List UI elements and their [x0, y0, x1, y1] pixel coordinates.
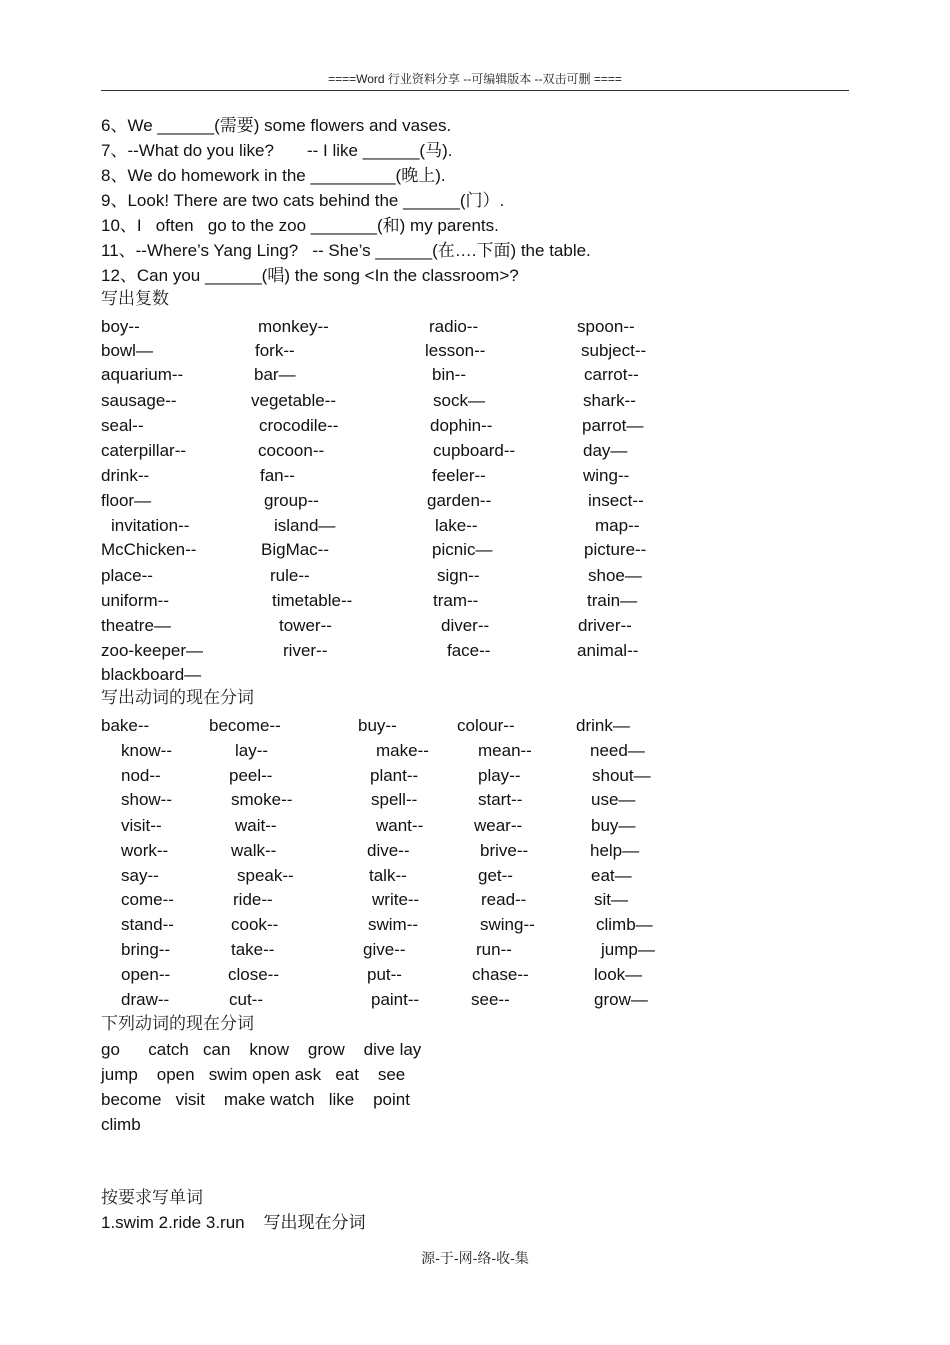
plural-word: floor—: [101, 491, 152, 510]
sentence-line: 7、--What do you like? -- I like ______(马).: [101, 141, 453, 160]
participle-word: take--: [231, 940, 275, 959]
page-footer: 源-于-网-络-收-集: [421, 1251, 529, 1267]
participle-word: visit--: [121, 816, 162, 835]
participle-word: look—: [594, 965, 643, 984]
participle-word: bring--: [121, 940, 171, 959]
participle-word: read--: [481, 890, 527, 909]
plural-word: crocodile--: [259, 416, 339, 435]
participle-word: grow—: [594, 990, 648, 1009]
page-header: ====Word 行业资料分享 --可编辑版本 --双击可删 ====: [328, 72, 622, 86]
plural-word: place--: [101, 566, 153, 585]
plural-word: radio--: [429, 317, 479, 336]
participle-word: make--: [376, 741, 429, 760]
plural-word: invitation--: [111, 516, 190, 535]
participle-word: brive--: [480, 841, 529, 860]
participle-word: chase--: [472, 965, 529, 984]
plural-word: diver--: [441, 616, 490, 635]
participle-word: bake--: [101, 716, 150, 735]
plural-word: picnic—: [432, 540, 493, 559]
plural-word: spoon--: [577, 317, 635, 336]
participle-word: want--: [376, 816, 424, 835]
participle-word: dive--: [367, 841, 410, 860]
participle-word: nod--: [121, 766, 161, 785]
participle-word: spell--: [371, 790, 418, 809]
participle-word: mean--: [478, 741, 532, 760]
participle-word: climb—: [596, 915, 653, 934]
plural-word: aquarium--: [101, 365, 184, 384]
plural-word: caterpillar--: [101, 441, 187, 460]
plural-word: group--: [264, 491, 319, 510]
plural-word: seal--: [101, 416, 144, 435]
participle-word: help—: [590, 841, 640, 860]
plural-word: fan--: [260, 466, 295, 485]
verb-list-line: become visit make watch like point: [101, 1090, 410, 1109]
sentence-line: 11、--Where’s Yang Ling? -- She’s ______(在….下面) the table.: [101, 241, 591, 260]
participle-word: cook--: [231, 915, 279, 934]
plural-word: vegetable--: [251, 391, 337, 410]
participle-word: put--: [367, 965, 402, 984]
plural-word: theatre—: [101, 616, 171, 635]
section-title-participle: 写出动词的现在分词: [101, 688, 254, 708]
plural-word: drink--: [101, 466, 150, 485]
verb-list-line: go catch can know grow dive lay: [101, 1040, 422, 1059]
plural-word: sign--: [437, 566, 480, 585]
plural-word: face--: [447, 641, 491, 660]
participle-word: plant--: [370, 766, 419, 785]
sentence-line: 12、Can you ______(唱) the song <In the classroom>?: [101, 266, 519, 285]
participle-word: sit—: [594, 890, 628, 909]
plural-word: lake--: [435, 516, 478, 535]
participle-word: write--: [372, 890, 420, 909]
plural-word: train—: [587, 591, 638, 610]
participle-word: drink—: [576, 716, 630, 735]
plural-word: lesson--: [425, 341, 486, 360]
participle-word: swing--: [480, 915, 535, 934]
plural-word: McChicken--: [101, 540, 197, 559]
plural-word: carrot--: [584, 365, 639, 384]
participle-word: work--: [121, 841, 169, 860]
participle-word: give--: [363, 940, 406, 959]
plural-word: rule--: [270, 566, 310, 585]
header-rule: [101, 90, 849, 91]
plural-word: zoo-keeper—: [101, 641, 204, 660]
plural-word: day—: [583, 441, 628, 460]
plural-word: sausage--: [101, 391, 177, 410]
participle-word: wait--: [235, 816, 277, 835]
plural-word: monkey--: [258, 317, 329, 336]
plural-word: blackboard—: [101, 665, 202, 684]
participle-word: know--: [121, 741, 173, 760]
participle-word: cut--: [229, 990, 263, 1009]
plural-word: bin--: [432, 365, 467, 384]
plural-word: bar—: [254, 365, 296, 384]
participle-word: eat—: [591, 866, 632, 885]
plural-word: animal--: [577, 641, 639, 660]
participle-word: start--: [478, 790, 523, 809]
plural-word: wing--: [583, 466, 630, 485]
plural-word: uniform--: [101, 591, 170, 610]
participle-word: open--: [121, 965, 171, 984]
sentence-line: 6、We ______(需要) some flowers and vases.: [101, 116, 452, 135]
section-title-verb-list: 下列动词的现在分词: [101, 1014, 254, 1034]
plural-word: shoe—: [588, 566, 642, 585]
participle-word: buy--: [358, 716, 397, 735]
participle-word: see--: [471, 990, 510, 1009]
plural-word: cocoon--: [258, 441, 325, 460]
sentence-line: 10、I often go to the zoo _______(和) my parents.: [101, 216, 499, 235]
participle-word: lay--: [235, 741, 269, 760]
participle-word: wear--: [474, 816, 523, 835]
participle-word: speak--: [237, 866, 294, 885]
section-title-plural: 写出复数: [101, 289, 169, 309]
participle-word: come--: [121, 890, 174, 909]
plural-word: BigMac--: [261, 540, 330, 559]
plural-word: driver--: [578, 616, 632, 635]
participle-word: paint--: [371, 990, 420, 1009]
plural-word: fork--: [255, 341, 295, 360]
plural-word: dophin--: [430, 416, 493, 435]
verb-list-line: climb: [101, 1115, 141, 1134]
participle-word: show--: [121, 790, 173, 809]
plural-word: subject--: [581, 341, 647, 360]
plural-word: bowl—: [101, 341, 153, 360]
plural-word: timetable--: [272, 591, 353, 610]
participle-word: stand--: [121, 915, 174, 934]
plural-word: island—: [274, 516, 336, 535]
plural-word: feeler--: [432, 466, 486, 485]
words-task: 1.swim 2.ride 3.run 写出现在分词: [101, 1213, 366, 1232]
participle-word: peel--: [229, 766, 273, 785]
plural-word: river--: [283, 641, 328, 660]
plural-word: insect--: [588, 491, 644, 510]
participle-word: colour--: [457, 716, 515, 735]
participle-word: walk--: [231, 841, 277, 860]
verb-list-line: jump open swim open ask eat see: [101, 1065, 406, 1084]
plural-word: garden--: [427, 491, 492, 510]
participle-word: talk--: [369, 866, 407, 885]
sentence-line: 8、We do homework in the _________(晚上).: [101, 166, 446, 185]
plural-word: parrot—: [582, 416, 644, 435]
plural-word: picture--: [584, 540, 647, 559]
participle-word: play--: [478, 766, 521, 785]
sentence-line: 9、Look! There are two cats behind the ______(门）.: [101, 191, 505, 210]
participle-word: shout—: [592, 766, 651, 785]
plural-word: tram--: [433, 591, 479, 610]
participle-word: buy—: [591, 816, 636, 835]
plural-word: sock—: [433, 391, 485, 410]
plural-word: tower--: [279, 616, 332, 635]
plural-word: map--: [595, 516, 640, 535]
participle-word: draw--: [121, 990, 170, 1009]
participle-word: say--: [121, 866, 159, 885]
participle-word: ride--: [233, 890, 273, 909]
participle-word: smoke--: [231, 790, 293, 809]
participle-word: swim--: [368, 915, 419, 934]
plural-word: shark--: [583, 391, 636, 410]
section-title-words: 按要求写单词: [101, 1188, 203, 1208]
participle-word: need—: [590, 741, 645, 760]
participle-word: become--: [209, 716, 281, 735]
participle-word: close--: [228, 965, 280, 984]
participle-word: get--: [478, 866, 513, 885]
participle-word: use—: [591, 790, 636, 809]
plural-word: boy--: [101, 317, 140, 336]
plural-word: cupboard--: [433, 441, 516, 460]
participle-word: run--: [476, 940, 512, 959]
participle-word: jump—: [601, 940, 655, 959]
